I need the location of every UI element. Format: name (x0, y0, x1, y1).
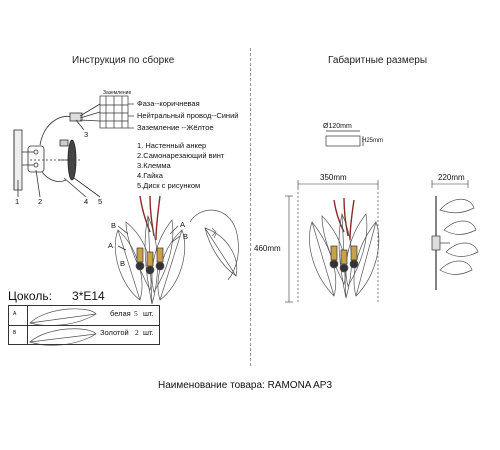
wire-neutral-label: Нейтральный провод--Синий (137, 111, 239, 120)
disc-diagram (326, 131, 363, 146)
socket-base-value: 3*E14 (72, 289, 105, 303)
part-1-label: 1. Настенный анкер (137, 141, 207, 150)
part-4-label: 4.Гайка (137, 171, 163, 180)
legend-unit-a: шт. (143, 309, 154, 318)
assembly-title: Инструкция по сборке (72, 55, 175, 66)
dimensions-title: Габаритные размеры (328, 55, 428, 66)
part-5-label: 5.Диск с рисунком (137, 181, 201, 190)
wire-phase-label: Фаза--коричневая (137, 99, 200, 108)
height-label: 460mm (254, 244, 281, 253)
wiring-ground-header: Заземление (103, 90, 132, 96)
legend-label-b: Золотой (100, 328, 129, 337)
legend-key-b: B (13, 330, 17, 336)
callout-4: 4 (84, 197, 89, 206)
legend-unit-b: шт. (143, 328, 154, 337)
mounting-diagram (14, 104, 100, 197)
depth-label: 220mm (438, 173, 465, 182)
legend-qty-b: 2 (135, 328, 139, 337)
leaf-label-b-left-top: B (111, 221, 117, 230)
leaf-label-a-left: A (108, 241, 114, 250)
wire-ground-label: Заземление --Жёлтое (137, 123, 214, 132)
product-name: Наименование товара: RAMONA AP3 (158, 380, 333, 391)
socket-base-label: Цоколь: (8, 289, 52, 303)
legend-key-a: A (13, 311, 17, 317)
connector-block (100, 96, 134, 128)
lamp-dimension-side (432, 196, 478, 290)
part-2-label: 2.Самонарезающий винт (137, 151, 225, 160)
disc-height-label: H25mm (362, 138, 384, 144)
part-3-label: 3.Клемма (137, 161, 171, 170)
disc-diameter-label: Ø120mm (323, 123, 352, 130)
leaf-label-b-mid: B (120, 259, 126, 268)
width-front-label: 350mm (320, 173, 347, 182)
lamp-dimension-front (309, 198, 378, 298)
legend-qty-a: 5 (134, 309, 138, 318)
lamp-front-view (115, 196, 185, 304)
callout-3: 3 (84, 130, 89, 139)
callout-2: 2 (38, 197, 43, 206)
leaf-label-a-right: A (180, 220, 186, 229)
callout-5: 5 (98, 197, 103, 206)
legend-label-a: белая (110, 309, 131, 318)
leaf-attachment-detail (190, 210, 238, 280)
leaf-label-b-right: B (183, 232, 189, 241)
callout-1: 1 (15, 197, 20, 206)
dimension-lines (285, 180, 468, 302)
